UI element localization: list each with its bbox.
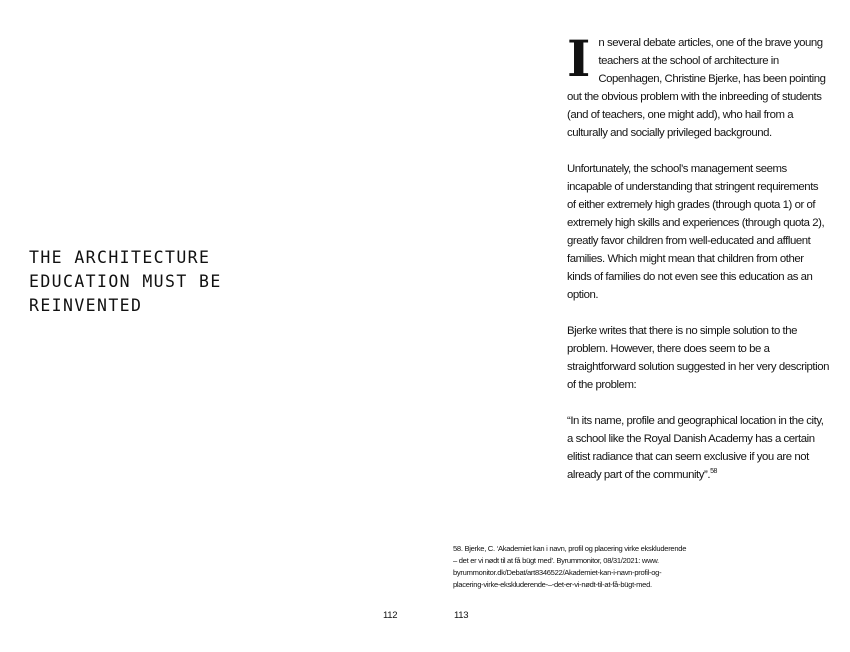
chapter-title: [29, 246, 349, 318]
paragraph-2: Unfortunately, the school’s management seems incapable of understanding that stringent requirements of either extremely high grades (through quota 1) or of extremely high skills and experiences (through quota 2), greatly favor children from well-educated and affluent families. Which might mean that children from other kinds of families do not even see this education as an option.: [567, 163, 825, 301]
paragraph-3: Bjerke writes that there is no simple solution to the problem. However, there does seem to be a straightforward solution suggested in her very description of the problem:: [567, 325, 829, 391]
paragraph-4-quote: [567, 412, 829, 484]
footnote-line-1: 58. Bjerke, C. ‘Akademiet kan i navn, profil og placering virke ekskluderende: [453, 544, 687, 553]
drop-cap: I: [567, 29, 591, 88]
footnote-line-3[interactable]: byrummonitor.dk/Debat/art8346522/Akademiet-kan-i-navn-profil-og-: [453, 568, 662, 577]
paragraph-1-text: n several debate articles, one of the brave young teachers at the school of architecture in Copenhagen, Christine Bjerke, has been pointing out the obvious problem with the inbreeding of students (and of teachers, one might add), who hail from a culturally and socially privileged background.: [567, 37, 826, 139]
footnote-line-2: – det er vi nødt til at få bügt med’. Byrummonitor, 08/31/2021: www.: [453, 556, 659, 565]
footnote: [453, 543, 713, 591]
chapter-title-line-3: REINVENTED: [29, 296, 143, 315]
paragraph-1: [567, 29, 829, 142]
chapter-title-line-1: THE ARCHITECTURE: [29, 248, 211, 267]
body-text: [567, 29, 829, 502]
footnote-line-4[interactable]: placering-virke-ekskluderende-–-det-er-vi-nødt-til-at-få-bügt-med.: [453, 580, 652, 589]
page-number-right: 113: [454, 610, 469, 621]
quote-text: “In its name, profile and geographical location in the city, a school like the Royal Danish Academy has a certain elitist radiance that can seem exclusive if you are not already part of the community”.: [567, 415, 824, 481]
page-number-left: 112: [383, 610, 398, 621]
footnote-reference[interactable]: 58: [710, 468, 717, 476]
chapter-title-line-2: EDUCATION MUST BE: [29, 272, 222, 291]
